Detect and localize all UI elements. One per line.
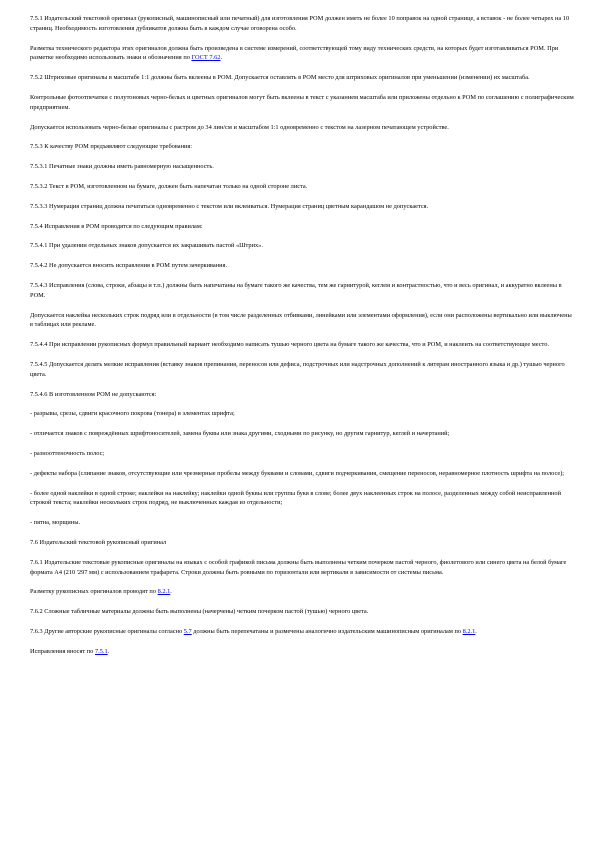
paragraph [30, 607, 575, 617]
paragraph-text: 7.6.2 Сложные табличные материалы должны быть выполнены (начерчены) четким почерком пастой (тушью) черного цвета. [30, 608, 369, 616]
paragraph-text: 7.5.4.6 В изготовленном РОМ не допускаются: [30, 390, 157, 398]
paragraph-text: Исправления вносят по [30, 647, 95, 655]
paragraph [30, 202, 575, 212]
paragraph [30, 73, 575, 83]
paragraph-text: 7.5.2 Штриховые оригиналы в масштабе 1:1 должны быть вклеены в РОМ. Допускается оставлять в РОМ место для штриховых оригиналов при уменьшении (изменении) их масштаба. [30, 74, 530, 82]
paragraph [30, 587, 575, 597]
paragraph [30, 340, 575, 350]
paragraph [30, 538, 575, 548]
paragraph-text: 7.5.3.3 Нумерация страниц должна печататься одновременно с текстом или вклеиваться. Нумерация страниц цветным карандашом не допускается. [30, 202, 429, 210]
paragraph [30, 93, 575, 113]
paragraph-text: 7.5.4.3 Исправления (слова, строки, абзацы и т.п.) должны быть напечатаны на бумаге такого же качества, тем же гарнитурой, кеглем и контрастностью, что и весь оригинал, и аккуратно вклеены в РОМ. [30, 281, 562, 299]
paragraph-text: 7.5.4.1 При удалении отдельных знаков допускается их закрашивать пастой «Штрих». [30, 242, 263, 250]
paragraph [30, 627, 575, 637]
paragraph [30, 311, 575, 331]
paragraph [30, 261, 575, 271]
paragraph-text: Разметка технического редактора этих оригиналов должна быть произведена в системе измерений, соответствующей тому виду технических средств, на которых будет изготавливаться РОМ. При разметке необходимо использовать знаки и обозначения по [30, 44, 559, 62]
paragraph-text: должны быть перепечатаны и размечены аналогично издательским машинописным оригиналам по [191, 627, 463, 635]
paragraph-text: . [220, 54, 223, 62]
paragraph-text: Допускается наклейка нескольких строк подряд или в отдельности (в том числе разделенных отбивками, линейками или элементами оформления), если они расположены вертикально или выключены в таблицах или рекламе. [30, 311, 572, 329]
paragraph-text: - разрывы, срезы, сдвиги красочного покрова (тонера) в элементах шрифта; [30, 410, 235, 418]
paragraph [30, 142, 575, 152]
reference-link[interactable]: 8.2.1 [462, 627, 476, 635]
paragraph-text: - разнооттеночность полос; [30, 449, 105, 457]
reference-link[interactable]: 8.2.1 [157, 588, 171, 596]
reference-link[interactable]: ГОСТ 7.62 [191, 54, 221, 62]
paragraph-text: 7.5.3 К качеству РОМ предъявляют следующие требования: [30, 143, 193, 151]
paragraph [30, 14, 575, 34]
paragraph [30, 123, 575, 133]
paragraph [30, 469, 575, 479]
paragraph-text: . [475, 627, 477, 635]
paragraph-text: - более одной наклейки в одной строке; наклейки на наклейку; наклейки одной буквы или группы букв в слове; более двух наклеенных строк на полосе, разделенных между собой неисправленной строкой текста; наклейки нескольких строк подряд, не выключенных каждая из отдельности; [30, 489, 561, 507]
paragraph [30, 409, 575, 419]
paragraph [30, 429, 575, 439]
paragraph-text: Разметку рукописных оригиналов проводят по [30, 588, 158, 596]
paragraph [30, 182, 575, 192]
paragraph [30, 518, 575, 528]
paragraph [30, 360, 575, 380]
paragraph [30, 647, 575, 657]
paragraph-text: 7.6 Издательский текстовой рукописный оригинал [30, 538, 167, 546]
paragraph [30, 44, 575, 64]
paragraph-text: 7.5.4.2 Не допускается вносить исправления в РОМ путем зачеркивания. [30, 262, 228, 270]
paragraph-text: - дефекты набора (слипание знаков, отсутствующие или чрезмерные пробелы между буквами и словами, сдвиги подчеркивания, смещение переносов, неравномерное плотность шрифта на полосе); [30, 469, 565, 477]
paragraph [30, 162, 575, 172]
paragraph-text: - пятна, морщины. [30, 519, 81, 527]
paragraph-text: 7.5.3.2 Текст в РОМ, изготовленном на бумаге, должен быть напечатан только на одной стороне листа. [30, 182, 308, 190]
paragraph-text: 7.6.3 Другие авторские рукописные оригиналы согласно [30, 627, 184, 635]
reference-link[interactable]: 7.5.1 [94, 647, 108, 655]
paragraph-text: . [107, 647, 110, 655]
paragraph-text: 7.5.1 Издательский текстовой оригинал (рукописный, машинописный или печатный) для изготовления РОМ должен иметь не более 10 поправок на одной странице, а вставок - не более четырех на 10 страниц. Необходимость изготовления дубликатов должна быть в каждом случае оговорена особо. [30, 15, 570, 32]
paragraph-text: 7.5.4.4 При исправлении рукописных формул правильный вариант необходимо написать тушью черного цвета на бумаге такого же качества, что и РОМ, и наклеить на соответствующее место. [30, 341, 549, 349]
paragraph [30, 390, 575, 400]
paragraph [30, 449, 575, 459]
paragraph [30, 281, 575, 301]
paragraph-text: Допускается использовать черно-белые оригиналы с растром до 34 лин/см и масштабом 1:1 одновременно с текстом на лазерном печатающем устройстве. [30, 123, 449, 131]
paragraph [30, 489, 575, 509]
paragraph [30, 222, 575, 232]
paragraph-text: - отличается знаков с повреждённых шрифтоносителей, замена буквы или знака другими, сходными по рисунку, но другим гарнитур, кеглей и начертаний; [30, 430, 450, 438]
paragraph-text: 7.5.4.5 Допускается делать мелкие исправления (вставку знаков препинания, переносов или дефиса, подстрочных или надстрочных дополнений к литерам иностранного языка и др.) тушью черного цвета. [30, 360, 565, 378]
paragraph-text: 7.5.4 Исправления в РОМ проводятся по следующим правилам: [30, 222, 203, 230]
paragraph-text: 7.5.3.1 Печатные знаки должны иметь равномерную насыщенность. [30, 163, 214, 171]
reference-link[interactable]: 5.7 [183, 627, 192, 635]
paragraph [30, 241, 575, 251]
paragraph-text: . [170, 588, 172, 596]
paragraph-text: 7.6.1 Издательские текстовые рукописные оригиналы на языках с особой графикой письма должны быть выполнены четким почерком пастой черного, фиолетового или синего цвета на белой бумаге формата А4 (210 '297 мм) с использованием трафарета. Строки должны быть ровными по горизонтали или вертикали в зависимости от системы письма. [30, 558, 567, 576]
paragraph [30, 558, 575, 578]
paragraph-text: Контрольные фотоотпечатки с полутоновых черно-белых и цветных оригиналов могут быть вклеены в текст с указанием масштаба или приложены отдельно к РОМ по соглашению с полиграфическим предприятием. [30, 93, 574, 111]
